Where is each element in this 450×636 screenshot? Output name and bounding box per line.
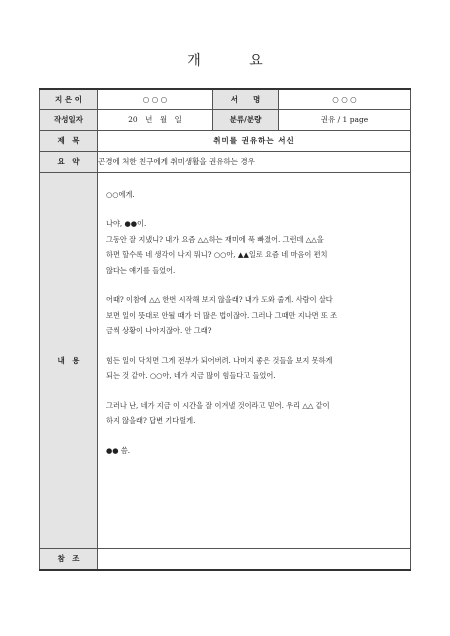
summary-form-table <box>39 88 411 571</box>
row-reference <box>40 548 411 570</box>
date-value: 20 년 월 일 <box>98 109 213 130</box>
letter-line: 나야, ●●이. <box>106 219 147 228</box>
letter-line: 보면 일이 뜻대로 안될 때가 더 많은 법이잖아. 그러나 그때만 지나면 또 조 <box>106 310 338 320</box>
letter-line: 그동안 잘 지냈니? 내가 요즘 △△하는 재미에 푹 빠졌어. 그런데 △△을 <box>106 234 324 244</box>
letter-line: 힘든 일이 닥치면 그게 전부가 되어버려. 나머지 좋은 것들을 보지 못하게 <box>106 355 333 365</box>
author-value: ○ ○ ○ <box>98 89 213 109</box>
document-title: 개 요 <box>187 53 285 69</box>
content-label: 내 용 <box>40 172 98 548</box>
row-author <box>40 89 411 109</box>
letter-closing: ●● 씀. <box>106 445 131 455</box>
letter-line: 않다는 얘기를 들었어. <box>106 265 176 275</box>
reference-label: 참 조 <box>40 548 98 570</box>
writer-label: 서 명 <box>213 89 279 109</box>
letter-line: 하면 할수록 네 생각이 나지 뭐니? ○○아, ▲▲일로 요즘 네 마음이 편치 <box>106 250 328 259</box>
letter-greeting: ○○에게. <box>106 189 135 199</box>
author-label: 지 은 이 <box>40 89 98 109</box>
letter-line: 되는 것 같아. ○○아, 네가 지금 많이 힘들다고 들었어. <box>106 371 276 380</box>
row-content <box>40 172 411 548</box>
writer-value: ○ ○ ○ <box>279 89 411 109</box>
subject-label: 제 목 <box>40 130 98 151</box>
reference-value <box>98 548 411 570</box>
row-date <box>40 109 411 130</box>
summary-label: 요 약 <box>40 151 98 172</box>
letter-line: 그러나 난, 네가 지금 이 시간을 잘 이겨낼 것이라고 믿어. 우리 △△ 같이 <box>106 400 330 410</box>
date-label: 작성일자 <box>40 109 98 130</box>
letter-line: 하지 않을래? 답변 기다릴게. <box>106 416 196 425</box>
letter-line: 어때? 이참에 △△ 한번 시작해 보지 않을래? 내가 도와 줄게. 사람이 살다 <box>106 295 333 304</box>
letter-line: 금씩 상황이 나아지잖아. 안 그래? <box>106 326 212 335</box>
row-subject <box>40 130 411 151</box>
letter-body <box>98 172 411 548</box>
category-value: 권유 / 1 page <box>279 109 411 130</box>
row-summary <box>40 151 411 172</box>
summary-value: 곤경에 처한 친구에게 취미생활을 권유하는 경우 <box>98 151 411 172</box>
category-label: 분류/분량 <box>213 109 279 130</box>
subject-value: 취미를 권유하는 서신 <box>98 130 411 151</box>
